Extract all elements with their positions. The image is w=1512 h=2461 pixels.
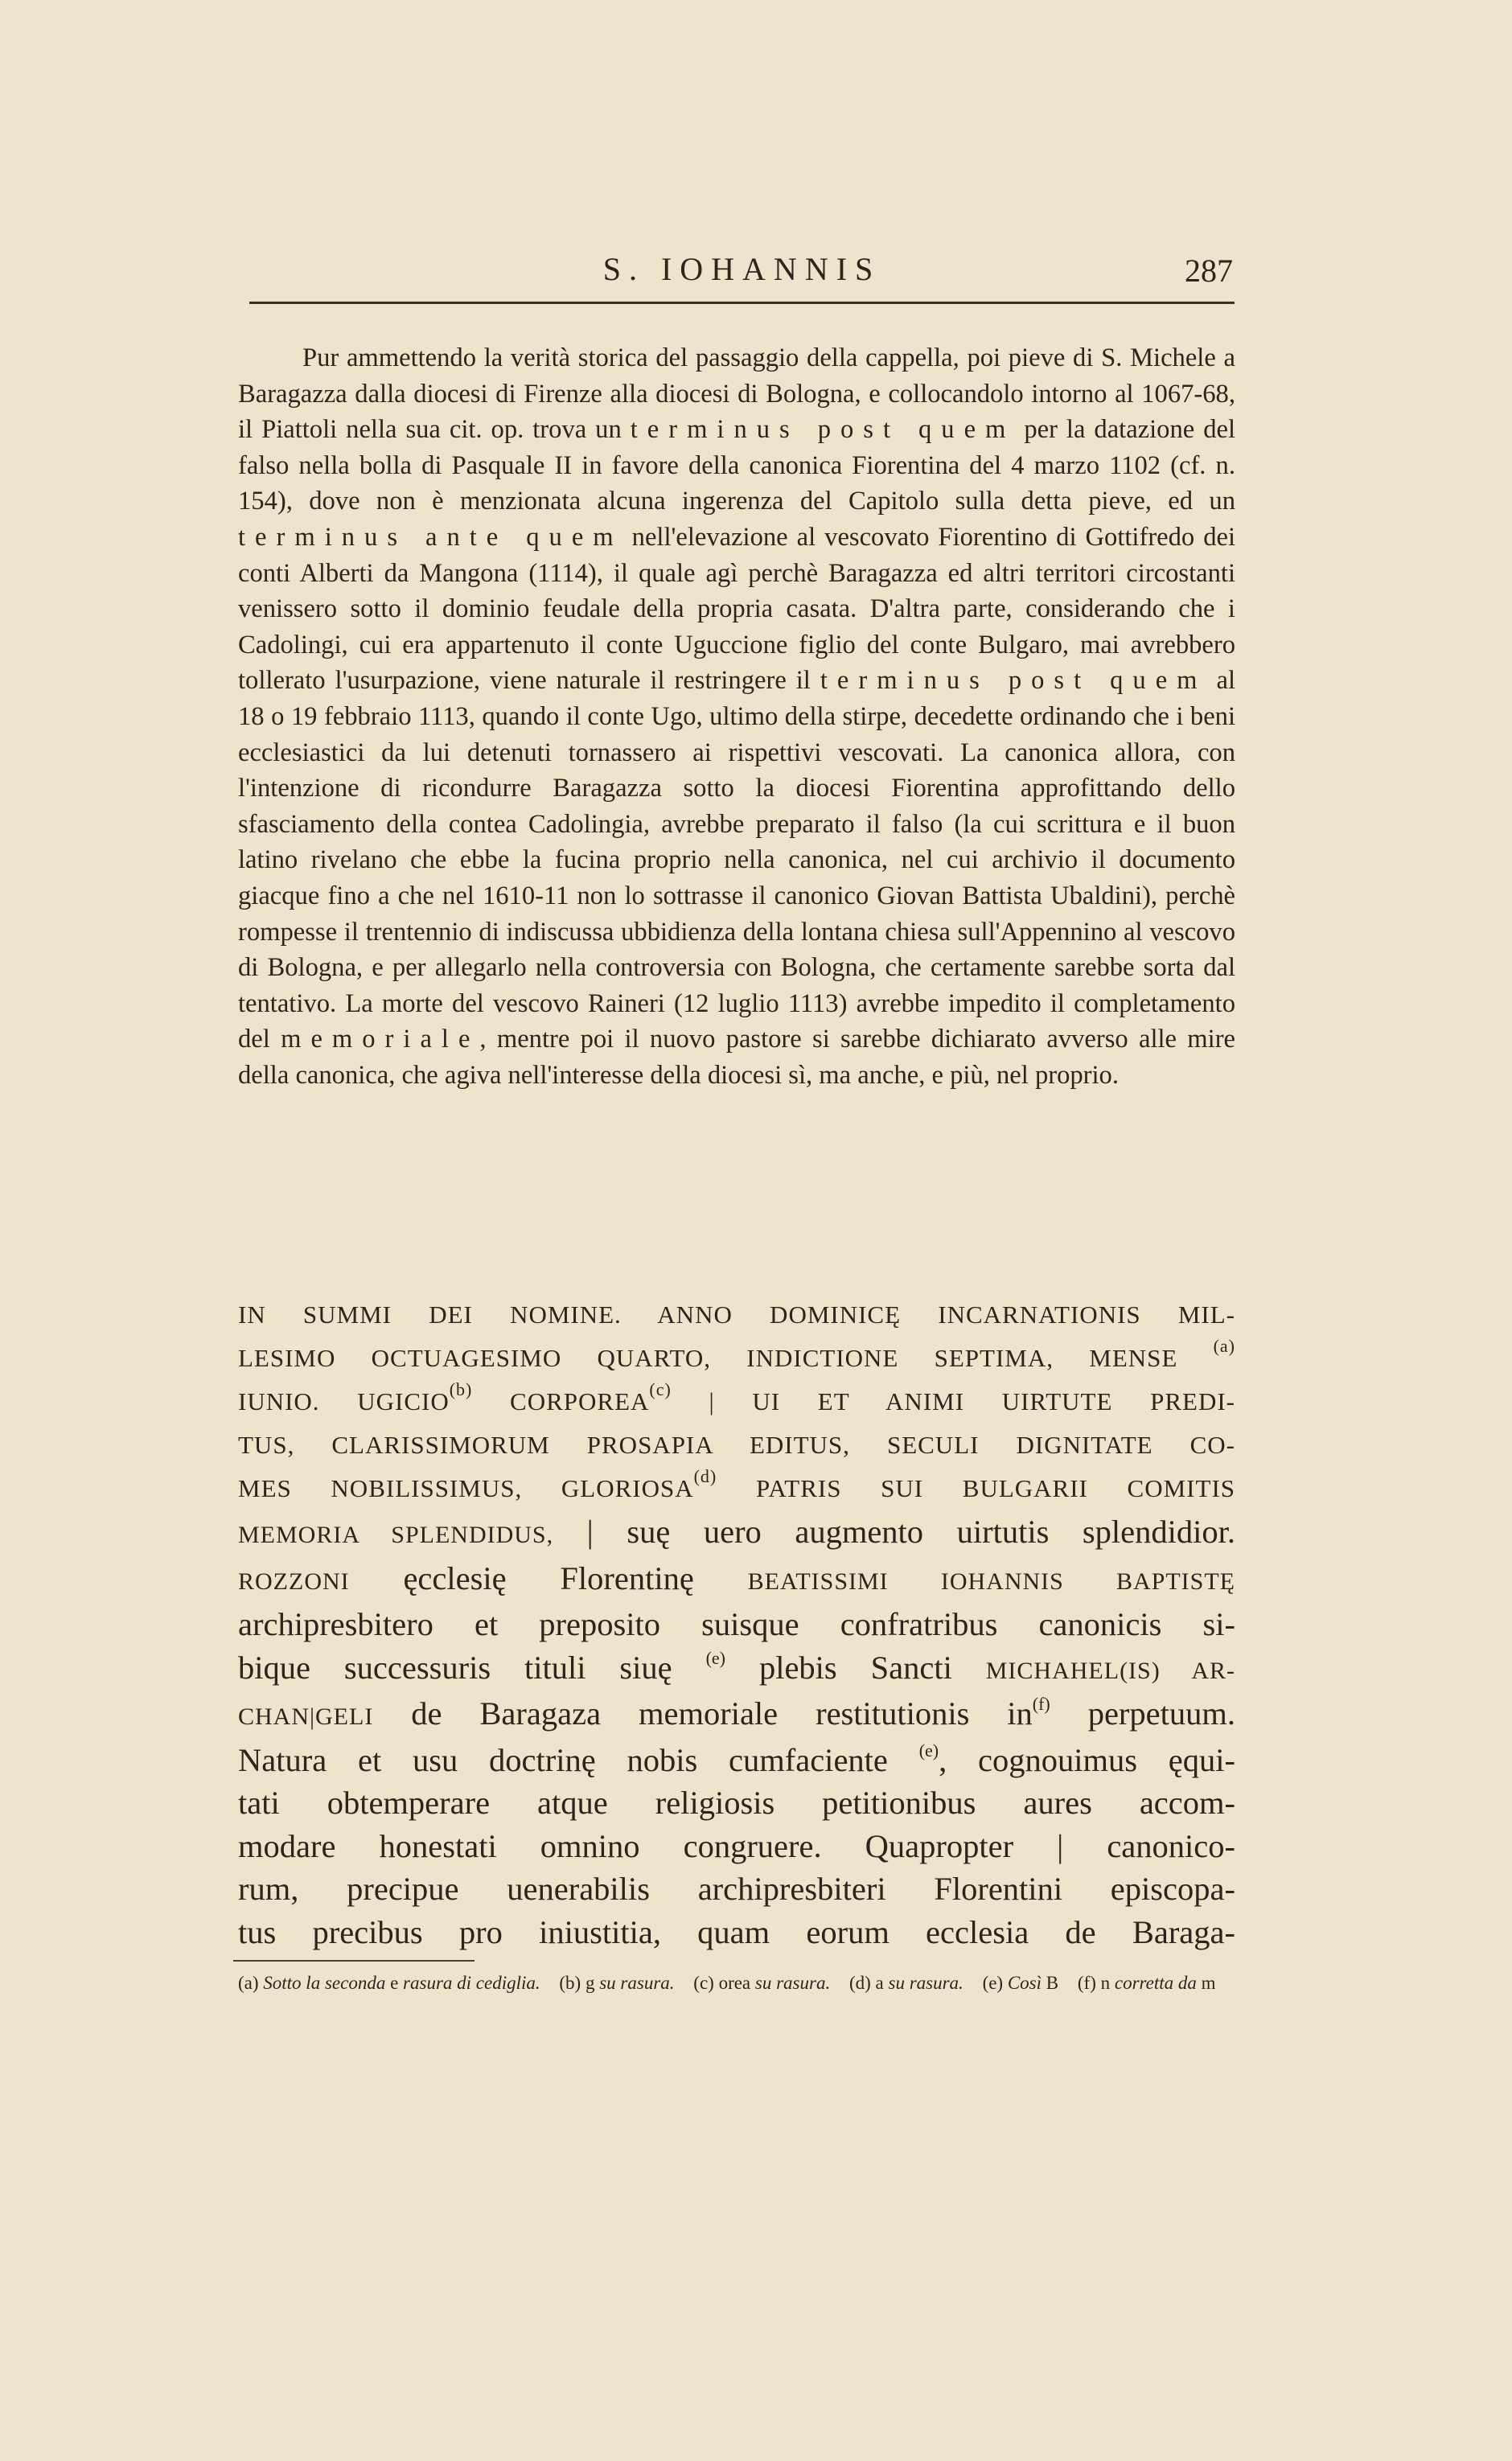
footnote-mark-c: (c) [649, 1379, 672, 1399]
footnote-text: orea [718, 1973, 751, 1993]
charter-line-text: Natura et usu doctrinę nobis cumfaciente [238, 1741, 888, 1778]
charter-line-text: CORPOREA [510, 1387, 650, 1415]
charter-line-text: IUNIO. UGICIO [238, 1387, 450, 1415]
charter-line [238, 1557, 1235, 1604]
footnote-text: Sotto la seconda [263, 1973, 386, 1993]
charter-line-text: de Baragaza memoriale restitutionis in [411, 1695, 1033, 1732]
footnote-text: g [585, 1973, 595, 1993]
commentary-term-terminus-ante-quem: terminus ante quem [238, 522, 623, 552]
charter-line-text: PATRIS SUI BULGARII COMITIS [755, 1474, 1236, 1502]
commentary-part-1: Pur ammettendo la verità storica del passaggio della cappella, poi pieve di S. Michele a Baragazza dalla diocesi di Firenze alla diocesi di Bologna, e collocandolo intorno al 1067-68, il Piattoli nella sua cit. op. trova un [238, 343, 1235, 445]
footnote-text: rasura di cediglia. [403, 1973, 540, 1993]
footnote-mark-d: (d) [693, 1466, 717, 1486]
footnote-a [238, 1973, 540, 1993]
footnote-text: e [390, 1973, 399, 1993]
charter-line [238, 1646, 1235, 1693]
commentary-paragraph [238, 340, 1235, 1093]
charter-line-text: MES NOBILISSIMUS, GLORIOSA [238, 1474, 694, 1502]
charter-line-text: bique successuris tituli siuę [238, 1649, 672, 1686]
page-number: 287 [1185, 253, 1233, 289]
charter-line [238, 1781, 1235, 1825]
charter-line-text: LESIMO OCTUAGESIMO QUARTO, INDICTIONE SEPTIMA, MENSE [238, 1344, 1178, 1372]
footnote-text: B [1046, 1973, 1059, 1993]
charter-line [238, 1825, 1235, 1868]
footnote-text: corretta da [1114, 1973, 1197, 1993]
footnote-label: (d) [848, 1973, 871, 1993]
charter-line-text: BEATISSIMI IOHANNIS BAPTISTĘ [747, 1567, 1236, 1595]
charter-line-text: rum, precipue uenerabilis archipresbiteri Florentini episcopa- [238, 1871, 1235, 1907]
footnote-mark-e: (e) [705, 1647, 726, 1668]
charter-line [238, 1467, 1235, 1510]
commentary-part-4: al 18 o 19 febbraio 1113, quando il conte Ugo, ultimo della stirpe, decedette ordinando che i beni ecclesiastici da lui detenuti tornassero ai rispettivi vescovati. La canonica allora, con l'intenzione di ricondurre Baragazza sotto la diocesi Fiorentina approfittando dello sfasciamento della contea Cadolingia, avrebbe preparato il falso (la cui scrittura e il buon latino rivelano che ebbe la fucina proprio nella canonica, nel cui archivio il documento giacque fino a che nel 1610-11 non lo sottrasse il canonico Giovan Battista Ubaldini), perchè rompesse il trentennio di indiscussa ubbidienza della lontana chiesa sull'Appennino al vescovo di Bologna, e per allegarlo nella controversia con Bologna, che certamente sarebbe sorta dal tentativo. La morte del vescovo Raineri (12 luglio 1113) avrebbe impedito il completamento del [238, 666, 1236, 1054]
charter-line [238, 1293, 1235, 1337]
charter-line [238, 1603, 1235, 1646]
commentary-part-2: per la datazione del falso nella bolla di Pasquale II in favore della canonica Fiorentina del 4 marzo 1102 (cf. n. 154), dove non è menzionata alcuna ingerenza del Capitolo sulla detta pieve, ed un [238, 415, 1235, 516]
commentary-term-terminus-post-quem-2: terminus post quem [820, 666, 1207, 696]
footnote-label: (b) [559, 1973, 581, 1993]
page-header [249, 245, 1235, 294]
footnote-c [693, 1973, 830, 1993]
charter-line-text: IN SUMMI DEI NOMINE. ANNO DOMINICĘ INCARNATIONIS MIL- [238, 1300, 1235, 1329]
charter-line-text: MICHAHEL(IS) AR- [985, 1657, 1236, 1684]
footnote-text: a [875, 1973, 884, 1993]
charter-line-text: , cognouimus ęqui- [939, 1741, 1235, 1778]
footnote-mark-e-2: (e) [918, 1740, 939, 1760]
charter-line [238, 1867, 1235, 1911]
charter-text [238, 1293, 1235, 1954]
commentary-term-terminus-post-quem: terminus post quem [630, 415, 1016, 445]
charter-line-text: tati obtemperare atque religiosis petitionibus aures accom- [238, 1785, 1235, 1821]
charter-line [238, 1692, 1235, 1739]
header-rule [249, 302, 1235, 304]
footnote-text: Così [1007, 1973, 1042, 1993]
charter-line-text: | suę uero augmento uirtutis splendidior. [586, 1514, 1236, 1550]
charter-line-text: plebis Sancti [758, 1649, 952, 1686]
charter-line [238, 1739, 1235, 1782]
running-title: S. IOHANNIS [602, 251, 881, 287]
footnote-text: su rasura. [599, 1973, 675, 1993]
footnote-label: (a) [238, 1973, 259, 1993]
footnote-b [559, 1973, 674, 1993]
commentary-text [238, 340, 1235, 1093]
charter-line-text: ęcclesię Florentinę [403, 1559, 694, 1596]
charter-line-text: archipresbitero et preposito suisque confratribus canonicis si- [238, 1606, 1235, 1642]
charter-line [238, 1911, 1235, 1954]
charter-line-text: ROZZONI [238, 1567, 350, 1595]
commentary-term-memoriale: memoriale [281, 1025, 480, 1054]
charter-line-text: MEMORIA SPLENDIDUS, [238, 1522, 554, 1548]
footnote-mark-a: (a) [1213, 1336, 1236, 1356]
footnote-rule [233, 1960, 475, 1962]
footnote-d [849, 1973, 963, 1993]
charter-line [238, 1424, 1235, 1467]
commentary-part-5: , mentre poi il nuovo pastore si sarebbe dichiarato avverso alle mire della canonica, che agiva nell'interesse della diocesi sì, ma anche, e più, nel proprio. [238, 1025, 1236, 1090]
footnote-label: (c) [693, 1973, 714, 1993]
charter-line-text: modare honestati omnino congruere. Quapropter | canonico- [238, 1827, 1235, 1864]
charter-line-text: perpetuum. [1087, 1695, 1236, 1732]
footnote-mark-b: (b) [449, 1379, 473, 1399]
footnote-text: su rasura. [888, 1973, 963, 1993]
footnote-e [983, 1973, 1059, 1993]
commentary-part-3: nell'elevazione al vescovato Fiorentino di Gottifredo dei conti Alberti da Mangona (1114), il quale agì perchè Baragazza ed altri territori circostanti venissero sotto il dominio feudale della propria casata. D'altra parte, considerando che i Cadolingi, cui era appartenuto il conte Uguccione figlio del conte Bulgaro, mai avrebbero tollerato l'usurpazione, viene naturale il restringere il [238, 522, 1236, 696]
footnote-mark-f: (f) [1032, 1694, 1050, 1714]
footnote-text: m [1201, 1973, 1216, 1993]
charter-line [238, 1510, 1235, 1557]
charter-line-text: tus precibus pro iniustitia, quam eorum ecclesia de Baraga- [238, 1913, 1235, 1950]
footnote-label: (e) [982, 1973, 1004, 1993]
footnote-text: n [1100, 1973, 1111, 1993]
footnote-text: su rasura. [754, 1973, 831, 1993]
charter-line-text: CHAN|GELI [238, 1703, 374, 1730]
charter-line [238, 1380, 1235, 1424]
charter-line-text: | UI ET ANIMI UIRTUTE PREDI- [709, 1387, 1235, 1415]
footnote-label: (f) [1077, 1973, 1096, 1993]
footnotes [238, 1969, 1235, 1998]
footnote-f [1078, 1973, 1216, 1993]
charter-line [238, 1337, 1235, 1380]
charter-line-text: TUS, CLARISSIMORUM PROSAPIA EDITUS, SECULI DIGNITATE CO- [238, 1431, 1235, 1459]
